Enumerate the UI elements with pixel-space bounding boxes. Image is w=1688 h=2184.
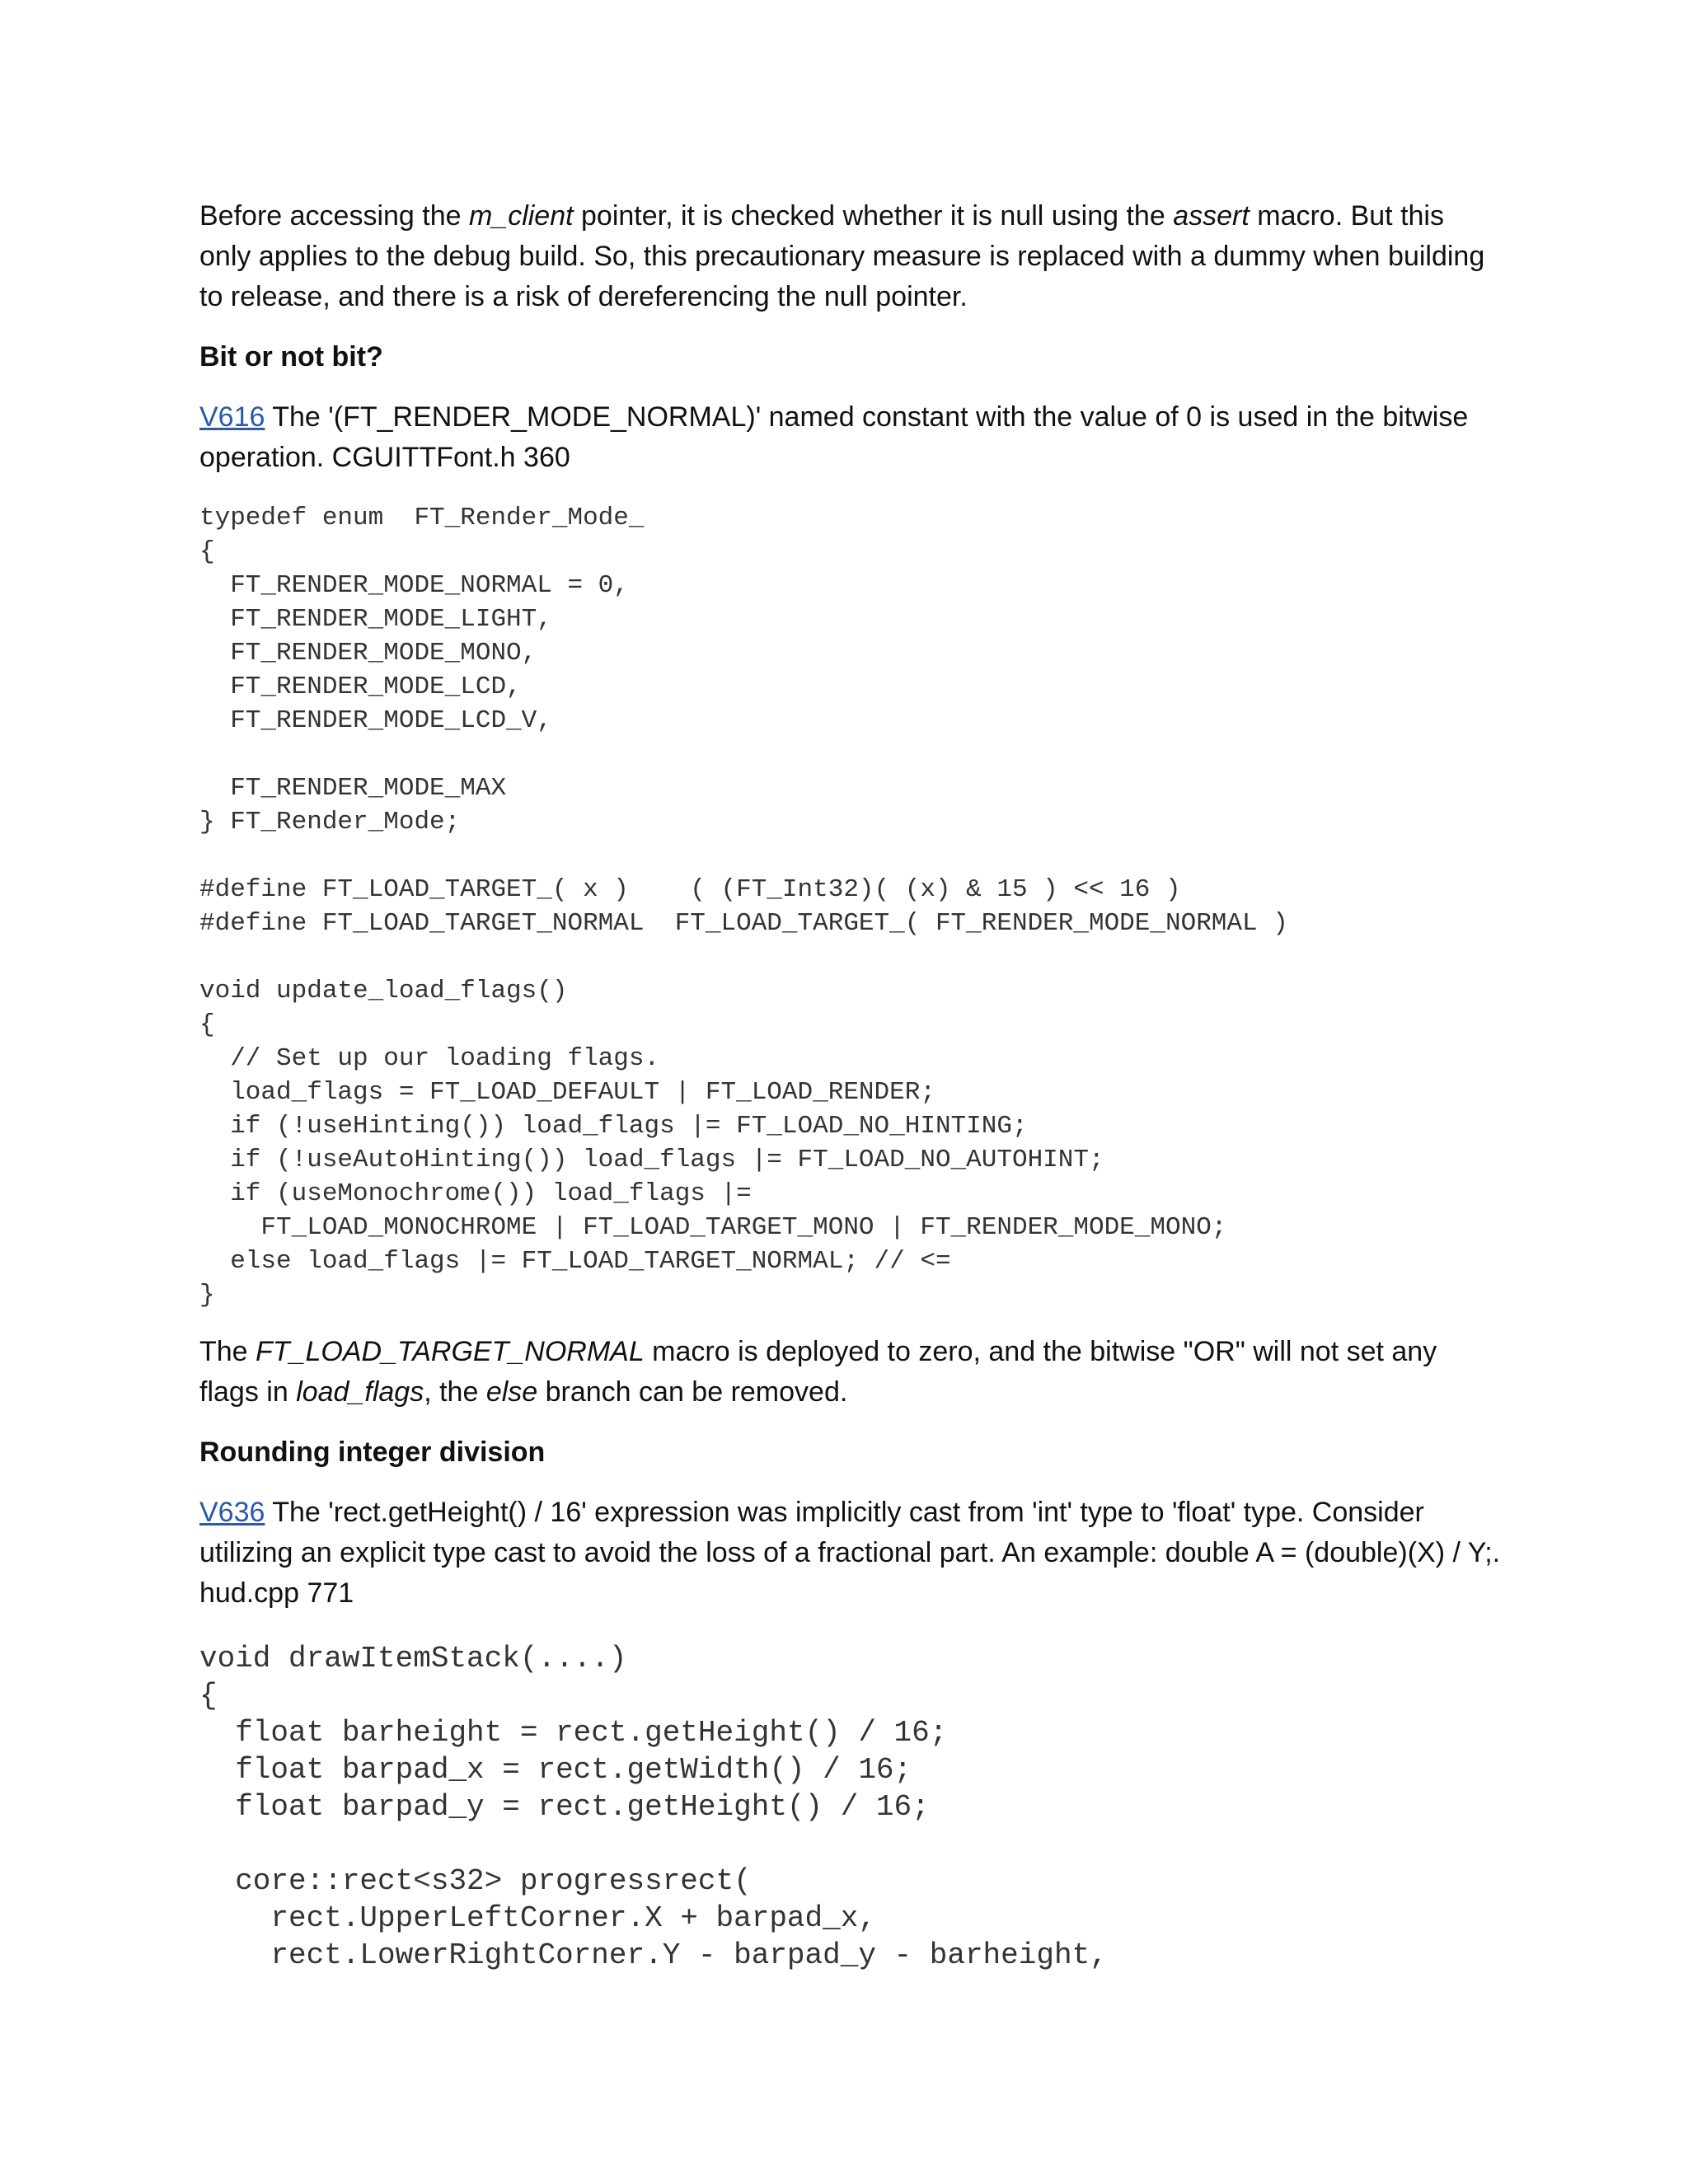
code-line: FT_RENDER_MODE_NORMAL = 0, xyxy=(199,571,629,600)
text-run: branch can be removed. xyxy=(537,1376,848,1408)
code-line: rect.UpperLeftCorner.X + barpad_x, xyxy=(199,1901,876,1935)
code-line: if (!useAutoHinting()) load_flags |= FT_LOAD_NO_AUTOHINT; xyxy=(199,1146,1104,1174)
code-line: } xyxy=(199,1281,215,1310)
code-block-draw-item-stack xyxy=(199,1640,1502,1974)
code-line: float barheight = rect.getHeight() / 16; xyxy=(199,1716,948,1750)
code-line: if (useMonochrome()) load_flags |= xyxy=(199,1179,752,1208)
code-line: else load_flags |= FT_LOAD_TARGET_NORMAL; // <= xyxy=(199,1247,951,1276)
code-line: { xyxy=(199,537,215,566)
code-line: rect.LowerRightCorner.Y - barpad_y - barheight, xyxy=(199,1938,1108,1972)
warning-paragraph-v616 xyxy=(199,397,1502,478)
code-line: FT_RENDER_MODE_LIGHT, xyxy=(199,605,552,634)
article-body xyxy=(199,196,1502,1974)
italic-term: else xyxy=(485,1376,538,1408)
code-line: #define FT_LOAD_TARGET_NORMAL FT_LOAD_TARGET_( FT_RENDER_MODE_NORMAL ) xyxy=(199,909,1288,938)
text-run: pointer, it is checked whether it is null using the xyxy=(573,200,1174,232)
code-line: float barpad_x = rect.getWidth() / 16; xyxy=(199,1753,912,1787)
italic-term: load_flags xyxy=(296,1376,424,1408)
italic-term: assert xyxy=(1173,200,1250,232)
italic-term: FT_LOAD_TARGET_NORMAL xyxy=(256,1336,645,1367)
code-line: float barpad_y = rect.getHeight() / 16; xyxy=(199,1790,930,1824)
code-line: FT_LOAD_MONOCHROME | FT_LOAD_TARGET_MONO | FT_RENDER_MODE_MONO; xyxy=(199,1213,1227,1242)
section-heading-rounding: Rounding integer division xyxy=(199,1436,546,1468)
code-line: FT_RENDER_MODE_MAX xyxy=(199,774,507,803)
warning-link-v636[interactable]: V636 xyxy=(199,1497,265,1528)
code-line: FT_RENDER_MODE_LCD, xyxy=(199,673,522,701)
code-line: { xyxy=(199,1679,218,1713)
text-run: macro. But this only applies to the debug build. So, this precautionary measure is replaced with a dummy when building to release, and there is a risk of dereferencing the null pointer. xyxy=(199,200,1485,312)
warning-text: The 'rect.getHeight() / 16' expression was implicitly cast from 'int' type to 'float' type. Consider utilizing an explicit type cast to avoid the loss of a fractional part. An example: double A = (double)(X) / Y;. hud.cpp 771 xyxy=(199,1497,1501,1609)
intro-paragraph xyxy=(199,196,1502,317)
text-run: The xyxy=(199,1336,256,1367)
code-line: void update_load_flags() xyxy=(199,977,568,1005)
code-block-render-mode xyxy=(199,501,1502,1312)
warning-text: The '(FT_RENDER_MODE_NORMAL)' named constant with the value of 0 is used in the bitwise operation. CGUITTFont.h 360 xyxy=(199,401,1469,473)
text-run: , the xyxy=(424,1376,486,1408)
code-line: { xyxy=(199,1010,215,1039)
code-line: typedef enum FT_Render_Mode_ xyxy=(199,504,645,532)
code-line: #define FT_LOAD_TARGET_( x ) ( (FT_Int32)( (x) & 15 ) << 16 ) xyxy=(199,875,1181,904)
text-run: macro is deployed to zero, and the bitwise "OR" will not set any flags in xyxy=(199,1336,1437,1408)
code-line: FT_RENDER_MODE_LCD_V, xyxy=(199,706,552,735)
warning-link-v616[interactable]: V616 xyxy=(199,401,265,433)
code-line: load_flags = FT_LOAD_DEFAULT | FT_LOAD_RENDER; xyxy=(199,1078,935,1107)
italic-term: m_client xyxy=(468,200,574,232)
text-run: Before accessing the xyxy=(199,200,469,232)
code-line: void drawItemStack(....) xyxy=(199,1642,627,1675)
code-line: } FT_Render_Mode; xyxy=(199,808,461,837)
code-line: // Set up our loading flags. xyxy=(199,1044,660,1073)
code-line: FT_RENDER_MODE_MONO, xyxy=(199,639,537,668)
warning-paragraph-v636 xyxy=(199,1493,1502,1614)
code-line: if (!useHinting()) load_flags |= FT_LOAD_NO_HINTING; xyxy=(199,1112,1028,1141)
section-heading-bit: Bit or not bit? xyxy=(199,341,383,373)
explanation-paragraph xyxy=(199,1332,1502,1413)
code-line: core::rect<s32> progressrect( xyxy=(199,1864,752,1898)
